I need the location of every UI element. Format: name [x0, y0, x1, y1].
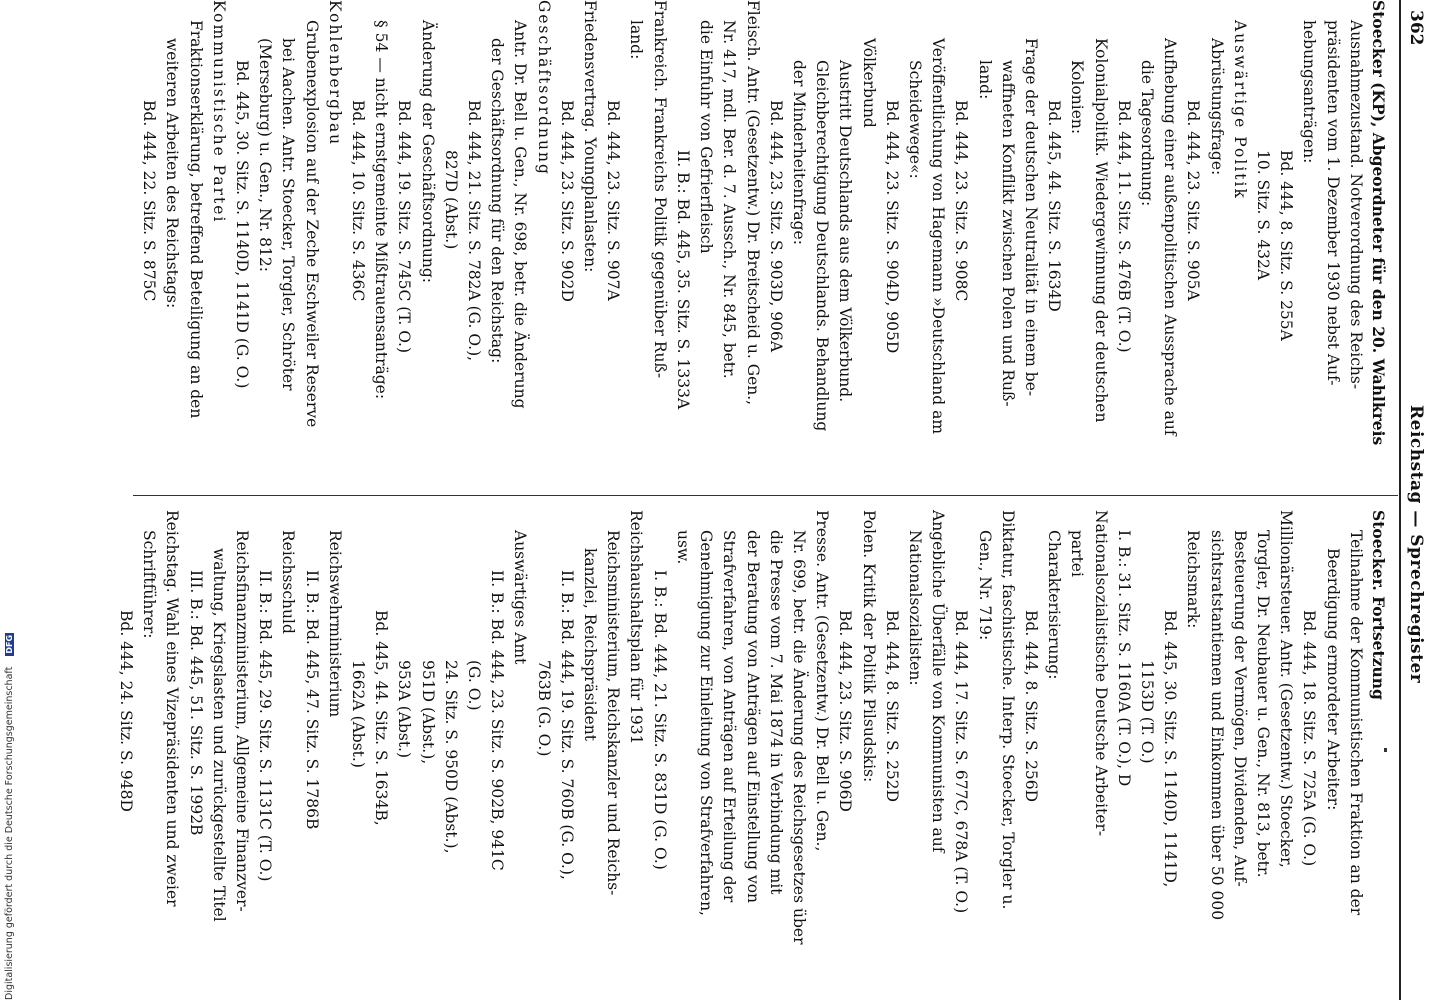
- register-line: bei Aachen. Antr. Stoecker, Torgler, Schröter: [279, 38, 298, 391]
- footer-text: Digitalisierung gefördert durch die Deutsche Forschungsgemeinschaft: [4, 666, 15, 1000]
- register-title: Reichstag — Sprechregister: [1406, 405, 1426, 684]
- register-line: Reichsschuld: [279, 530, 298, 634]
- register-line: waltung, Kriegslasten und zurückgestellte Titel: [209, 548, 228, 922]
- register-line: die Presse vom 7. Mai 1874 in Verbindung mit: [766, 530, 785, 895]
- register-line: Bd. 444, 19. Sitz. S. 745C (T. O.): [395, 100, 414, 354]
- register-line: 1153D (T. O.): [1137, 660, 1156, 764]
- register-line: Reichswehrministerium: [325, 530, 344, 718]
- right-column: [114, 510, 1390, 990]
- register-line: kanzlei, Reichspräsident: [581, 548, 600, 741]
- register-line: Bd. 444, 8. Sitz. S. 252D: [882, 610, 901, 803]
- header-rule: [1399, 0, 1401, 1000]
- register-line: der Minderheitenfrage:: [789, 60, 808, 245]
- register-line: die Tagesordnung:: [1137, 60, 1156, 207]
- register-line: hebungsanträgen:: [1300, 20, 1319, 164]
- register-line: Geschäftsordnung: [534, 0, 553, 176]
- register-line: Bd. 444, 18. Sitz. S. 725A (G. O.): [1300, 610, 1319, 867]
- register-line: Torgler, Dr. Neubauer u. Gen., Nr. 813, betr.: [1253, 530, 1272, 878]
- register-line: Veröffentlichung von Hagemann »Deutschland am: [929, 38, 948, 435]
- register-line: Auswärtige Politik: [1230, 20, 1249, 200]
- register-line: III. B.: Bd. 445, 51. Sitz. S. 1992B: [186, 570, 205, 836]
- scan-mark: [1384, 748, 1387, 752]
- register-line: Angebliche Überfälle von Kommunisten auf: [929, 510, 948, 853]
- register-line: 953A (Abst.): [395, 660, 414, 759]
- register-line: II. B.: Bd. 444, 23. Sitz. S. 902B, 941C: [488, 570, 507, 871]
- register-line: Frage der deutschen Neutralität in einem be-: [1021, 38, 1040, 397]
- register-line: Nr. 417, mdl. Ber. d. 7. Aussch., Nr. 845, betr.: [720, 20, 739, 379]
- register-line: Bd. 445, 44. Sitz. S. 1634B,: [372, 610, 391, 826]
- register-line: II. B.: Bd. 444, 19. Sitz. S. 760B (G. O.),: [557, 570, 576, 880]
- register-line: Charakterisierung:: [1045, 530, 1064, 680]
- register-line: Bd. 444, 8. Sitz. S. 256D: [1021, 610, 1040, 803]
- register-line: Friedensvertrag. Youngplanlasten:: [581, 0, 600, 273]
- register-line: Bd. 445, 30. Sitz. S. 1140D, 1141D,: [1161, 610, 1180, 888]
- register-line: Bd. 444, 17. Sitz. S. 677C, 678A (T. O.): [952, 610, 971, 914]
- register-line: II. B.: Bd. 445, 47. Sitz. S. 1786B: [302, 570, 321, 830]
- register-line: I. B.: 31. Sitz. S. 1160A (T. O.), D: [1114, 530, 1133, 787]
- register-line: Genehmigung zur Einleitung von Strafverfahren,: [697, 530, 716, 916]
- register-line: Besteuerung der Vermögen, Dividenden, Auf-: [1230, 530, 1249, 887]
- register-line: Bd. 444, 10. Sitz. S. 436C: [349, 100, 368, 302]
- register-line: Abrüstungsfrage:: [1207, 38, 1226, 176]
- register-line: 24. Sitz. S. 950D (Abst.),: [441, 660, 460, 854]
- register-line: Schriftführer:: [140, 530, 159, 639]
- register-line: Nationalsozialisten:: [905, 530, 924, 686]
- register-line: präsidenten vom 1. Dezember 1930 nebst Auf-: [1323, 20, 1342, 386]
- register-line: Frankreich. Frankreichs Politik gegenüber Ruß-: [650, 0, 669, 379]
- register-line: Scheidewege«:: [905, 60, 924, 179]
- register-line: § 54 — nicht ernstgemeinte Mißtrauensanträge:: [372, 20, 391, 400]
- register-line: Fleisch. Antr. (Gesetzentw.) Dr. Breitscheid u. Gen.,: [743, 0, 762, 406]
- register-line: Nationalsozialistische Deutsche Arbeiter-: [1091, 510, 1110, 837]
- register-line: 827D (Abst.): [441, 150, 460, 250]
- register-line: Völkerbund: [859, 38, 878, 128]
- register-line: Polen. Kritik der Politik Pilsudskis:: [859, 510, 878, 783]
- register-line: sichtsratstantiemen und Einkommen über 50 000: [1207, 530, 1226, 921]
- register-line: Bd. 444, 23. Sitz. S. 903D, 906A: [766, 100, 785, 353]
- register-line: 10. Sitz. S. 432A: [1253, 150, 1272, 281]
- register-line: Grubenexplosion auf der Zeche Eschweiler Reserve: [302, 20, 321, 428]
- register-line: Bd. 444, 24. Sitz. S. 948D: [117, 610, 136, 812]
- register-line: Presse. Antr. (Gesetzentw.) Dr. Bell u. Gen.,: [813, 510, 832, 852]
- register-line: Antr. Dr. Bell u. Gen., Nr. 698, betr. die Änderung: [511, 20, 530, 409]
- register-line: Austritt Deutschlands aus dem Völkerbund.: [836, 60, 855, 403]
- register-line: die Einfuhr von Gefrierfleisch: [697, 20, 716, 254]
- register-line: land:: [975, 60, 994, 100]
- register-line: Bd. 444, 21. Sitz. S. 782A (G. O.),: [465, 100, 484, 362]
- register-line: Aufhebung einer außenpolitischen Aussprache auf: [1161, 38, 1180, 436]
- register-line: weiteren Arbeiten des Reichstags:: [163, 38, 182, 309]
- register-line: Bd. 444, 23. Sitz. S. 904D, 905D: [882, 100, 901, 354]
- register-line: Bd. 444, 23. Sitz. S. 907A: [604, 100, 623, 301]
- register-line: Gen., Nr. 719:: [975, 530, 994, 641]
- register-line: Bd. 444, 22. Sitz. S. 875C: [140, 100, 159, 302]
- register-line: Bd. 444, 8. Sitz. S. 255A: [1277, 150, 1296, 341]
- register-line: Fraktionserklärung, betreffend Beteiligung an den: [186, 20, 205, 419]
- register-line: Änderung der Geschäftsordnung:: [418, 20, 437, 284]
- register-line: Ausnahmezustand. Notverordnung des Reichs-: [1346, 20, 1365, 390]
- register-line: Bd. 445, 44. Sitz. S. 1634D: [1045, 100, 1064, 312]
- register-line: Bd. 444, 23. Sitz. S. 908C: [952, 100, 971, 302]
- register-line: (G. O.): [465, 660, 484, 711]
- register-line: Stoecker. Fortsetzung: [1369, 510, 1388, 700]
- register-line: Kommunistische Partei: [209, 0, 228, 224]
- register-line: 1662A (Abst.): [349, 660, 368, 768]
- dfg-logo: DFG: [5, 634, 14, 654]
- register-line: partei: [1068, 530, 1087, 577]
- register-line: Reichstag. Wahl eines Vizepräsidenten und zweier: [163, 510, 182, 907]
- register-line: waffneten Konflikt zwischen Polen und Ruß-: [998, 60, 1017, 407]
- register-line: II. B.: Bd. 445, 29. Sitz. S. 1131C (T. O.): [256, 570, 275, 882]
- register-line: Nr. 699, betr. die Änderung des Reichsgesetzes über: [789, 530, 808, 945]
- register-line: Reichsmark:: [1184, 530, 1203, 629]
- register-line: Stoecker (KP), Abgeordneter für den 20. Wahlkreis: [1369, 0, 1388, 446]
- register-line: Bd. 444, 23. Sitz. S. 905A: [1184, 100, 1203, 301]
- register-line: Kolonialpolitik. Wiedergewinnung der deutschen: [1091, 38, 1110, 423]
- register-line: land:: [627, 20, 646, 60]
- register-line: Beerdigung ermordeter Arbeiter:: [1323, 548, 1342, 811]
- register-line: Millionärsteuer. Antr. (Gesetzentw.) Stoecker,: [1277, 510, 1296, 868]
- register-line: 763B (G. O.): [534, 660, 553, 757]
- register-line: Auswärtiges Amt: [511, 530, 530, 665]
- register-line: Bd. 444, 23. Sitz. S. 906D: [836, 610, 855, 812]
- rotated-page: [117, 0, 1434, 1000]
- register-line: Reichsministerium, Reichskanzler und Reichs-: [604, 530, 623, 896]
- register-line: I. B.: Bd. 444, 21. Sitz. S. 831D (G. O.): [650, 570, 669, 870]
- register-line: Reichsfinanzministerium, Allgemeine Finanzver-: [233, 530, 252, 912]
- register-line: Teilnahme der Kommunistischen Fraktion an der: [1346, 530, 1365, 916]
- register-line: 951D (Abst.),: [418, 660, 437, 765]
- register-line: Bd. 445, 30. Sitz. S. 1140D, 1141D (G. O.): [233, 60, 252, 389]
- register-line: Bd. 444, 11. Sitz. S. 476B (T. O.): [1114, 100, 1133, 353]
- register-line: der Geschäftsordnung für den Reichstag:: [488, 38, 507, 364]
- register-line: Gleichberechtigung Deutschlands. Behandlung: [813, 60, 832, 432]
- register-line: der Beratung von Anträgen auf Einstellung von: [743, 530, 762, 904]
- register-line: II. B.: Bd. 445, 35. Sitz. S. 1333A: [673, 150, 692, 410]
- register-line: Diktatur, faschistische. Interp. Stoecker, Torgler u.: [998, 510, 1017, 910]
- register-line: usw.: [673, 530, 692, 565]
- register-line: Kohlenbergbau: [325, 0, 344, 147]
- page-number: 362: [1406, 10, 1426, 46]
- register-line: (Merseburg) u. Gen., Nr. 812:: [256, 38, 275, 272]
- register-line: Reichshaushaltsplan für 1931: [627, 510, 646, 745]
- register-line: Kolonien:: [1068, 60, 1087, 135]
- left-column: [137, 0, 1390, 480]
- column-rule: [133, 495, 1398, 496]
- footer-credit: [4, 0, 18, 1000]
- register-line: Strafverfahren, von Anträgen auf Erteilung der: [720, 530, 739, 903]
- register-line: Bd. 444, 23. Sitz. S. 902D: [557, 100, 576, 302]
